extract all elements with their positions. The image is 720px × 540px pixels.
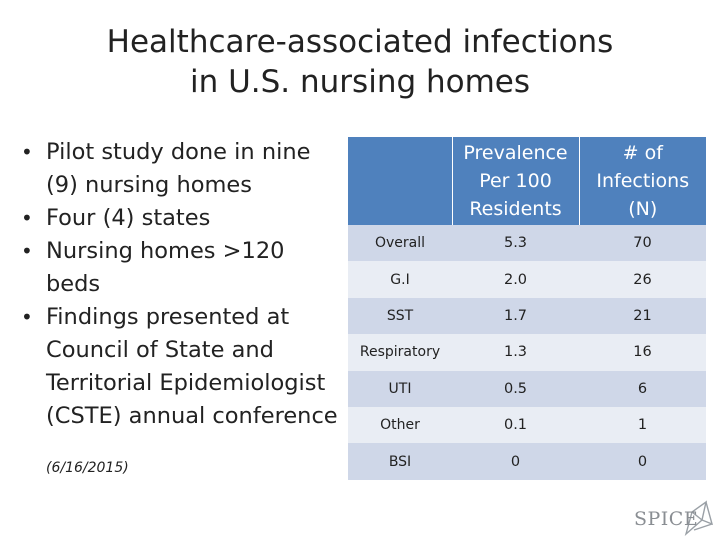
prevalence-cell: 0.5: [452, 371, 579, 407]
bullet-text: Pilot study done in nine (9) nursing homes: [46, 139, 311, 198]
prevalence-cell: 5.3: [452, 225, 579, 261]
prevalence-cell: 2.0: [452, 261, 579, 297]
count-cell: 6: [579, 371, 706, 407]
header-prevalence: Prevalence Per 100 Residents: [452, 137, 579, 225]
bullet-text: Four (4) states: [46, 205, 211, 231]
table-row: [348, 298, 706, 334]
count-cell: 1: [579, 407, 706, 443]
table-row: [348, 407, 706, 443]
bullet-item: [18, 136, 340, 202]
count-cell: 70: [579, 225, 706, 261]
row-label: BSI: [348, 443, 452, 479]
table-row: [348, 261, 706, 297]
prevalence-cell: 0: [452, 443, 579, 479]
bullet-item: [18, 202, 340, 235]
bullet-text: Nursing homes >120 beds: [46, 238, 285, 297]
bullet-dot-icon: •: [21, 305, 33, 329]
table-row: [348, 334, 706, 370]
infection-table: [348, 137, 706, 480]
row-label: Overall: [348, 225, 452, 261]
bullet-text: Findings presented at Council of State and Territorial Epidemiologist (CSTE) annual conference: [46, 304, 338, 429]
bullet-list: [18, 136, 340, 433]
slide-title-line-1: Healthcare-associated infections: [106, 24, 614, 60]
table-row: [348, 443, 706, 479]
table-header-row: [348, 137, 706, 225]
bullet-dot-icon: •: [21, 140, 33, 164]
slide-title: [40, 22, 680, 102]
bullet-item: [18, 301, 340, 433]
row-label: G.I: [348, 261, 452, 297]
date-note: (6/16/2015): [46, 460, 129, 476]
table-row: [348, 225, 706, 261]
row-label: Respiratory: [348, 334, 452, 370]
row-label: UTI: [348, 371, 452, 407]
prevalence-cell: 1.3: [452, 334, 579, 370]
bullet-dot-icon: •: [21, 239, 33, 263]
row-label: Other: [348, 407, 452, 443]
count-cell: 16: [579, 334, 706, 370]
slide-title-line-2: in U.S. nursing homes: [189, 64, 531, 100]
count-cell: 21: [579, 298, 706, 334]
header-blank: [348, 137, 452, 225]
bullet-dot-icon: •: [21, 206, 33, 230]
count-cell: 0: [579, 443, 706, 479]
header-infections: # of Infections (N): [579, 137, 706, 225]
count-cell: 26: [579, 261, 706, 297]
prevalence-cell: 0.1: [452, 407, 579, 443]
prevalence-cell: 1.7: [452, 298, 579, 334]
row-label: SST: [348, 298, 452, 334]
table-row: [348, 371, 706, 407]
spice-logo-text: SPICE: [634, 508, 699, 530]
bullet-item: [18, 235, 340, 301]
